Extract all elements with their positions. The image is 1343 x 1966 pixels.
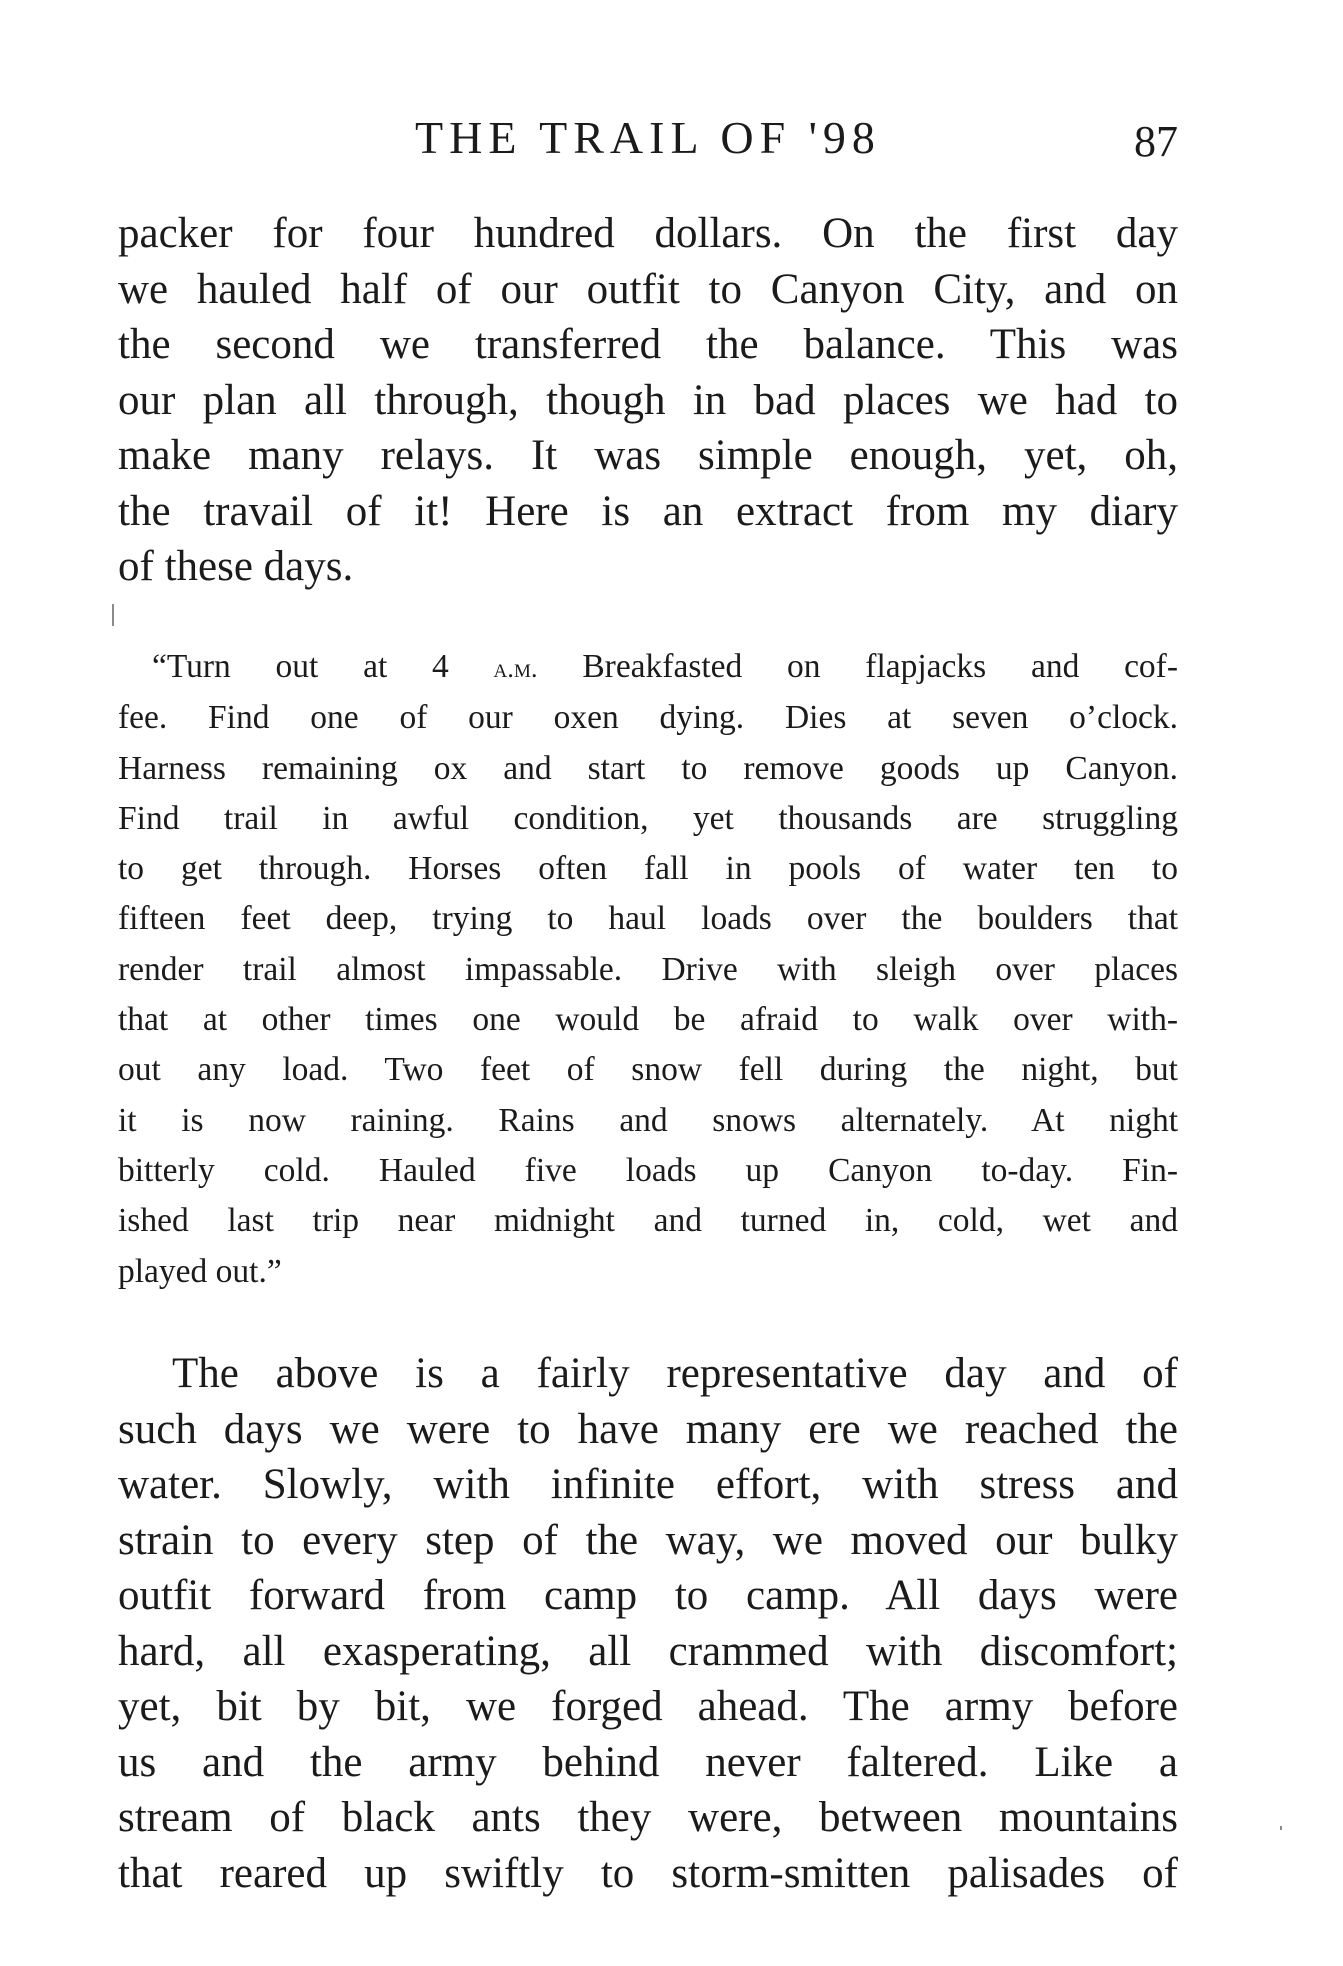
- text-line: such days we were to have many ere we reached the: [118, 1405, 1178, 1453]
- running-head: [118, 108, 1178, 168]
- text-line: the travail of it! Here is an extract from my diary: [118, 487, 1178, 535]
- text-line: fee. Find one of our oxen dying. Dies at seven o’clock.: [118, 699, 1178, 737]
- paragraph-1: [118, 206, 1178, 595]
- text-line: hard, all exasperating, all crammed with discomfort;: [118, 1627, 1178, 1675]
- text-line: [118, 642, 1178, 693]
- text-line: that reared up swiftly to storm-smitten palisades of: [118, 1849, 1178, 1897]
- text-line: played out.”: [118, 1252, 282, 1290]
- print-speck: [112, 604, 114, 626]
- text-line: out any load. Two feet of snow fell during the night, but: [118, 1051, 1178, 1089]
- text-line: water. Slowly, with infinite effort, with stress and: [118, 1461, 1178, 1508]
- text-line: that at other times one would be afraid to walk over with-: [118, 1001, 1178, 1039]
- text-line: packer for four hundred dollars. On the first day: [118, 210, 1178, 257]
- text-line: the second we transferred the balance. This was: [118, 321, 1178, 368]
- text-line: us and the army behind never faltered. Like a: [118, 1738, 1178, 1786]
- text-line: The above is a fairly representative day and of: [172, 1350, 1178, 1397]
- quote-first-line-start: “Turn out at 4: [152, 648, 449, 685]
- text-line: to get through. Horses often fall in pools of water ten to: [118, 850, 1178, 888]
- text-line: our plan all through, though in bad places we had to: [118, 376, 1178, 424]
- page-number: 87: [1134, 117, 1178, 166]
- paragraph-2: [118, 1346, 1178, 1901]
- print-speck: [1280, 1826, 1282, 1830]
- text-line: outfit forward from camp to camp. All days were: [118, 1572, 1178, 1619]
- text-line: fifteen feet deep, trying to haul loads over the boulders that: [118, 900, 1178, 938]
- quote-first-line-end: Breakfasted on flapjacks and cof-: [582, 648, 1178, 685]
- text-line: it is now raining. Rains and snows alternately. At night: [118, 1101, 1178, 1139]
- text-line: we hauled half of our outfit to Canyon City, and on: [118, 265, 1178, 313]
- text-line: bitterly cold. Hauled five loads up Canyon to-day. Fin-: [118, 1151, 1178, 1189]
- text-line: strain to every step of the way, we moved our bulky: [118, 1516, 1178, 1564]
- diary-quote: [118, 642, 1178, 1297]
- text-line: yet, bit by bit, we forged ahead. The army before: [118, 1683, 1178, 1730]
- running-title: THE TRAIL OF '98: [415, 112, 881, 163]
- text-line: of these days.: [118, 543, 354, 590]
- text-line: ished last trip near midnight and turned in, cold, wet and: [118, 1202, 1178, 1240]
- text-line: Harness remaining ox and start to remove goods up Canyon.: [118, 749, 1178, 787]
- text-line: make many relays. It was simple enough, yet, oh,: [118, 432, 1178, 479]
- text-line: render trail almost impassable. Drive with sleigh over places: [118, 950, 1178, 988]
- text-line: Find trail in awful condition, yet thousands are struggling: [118, 799, 1178, 837]
- text-line: stream of black ants they were, between mountains: [118, 1794, 1178, 1841]
- time-abbreviation: a.m.: [493, 653, 538, 683]
